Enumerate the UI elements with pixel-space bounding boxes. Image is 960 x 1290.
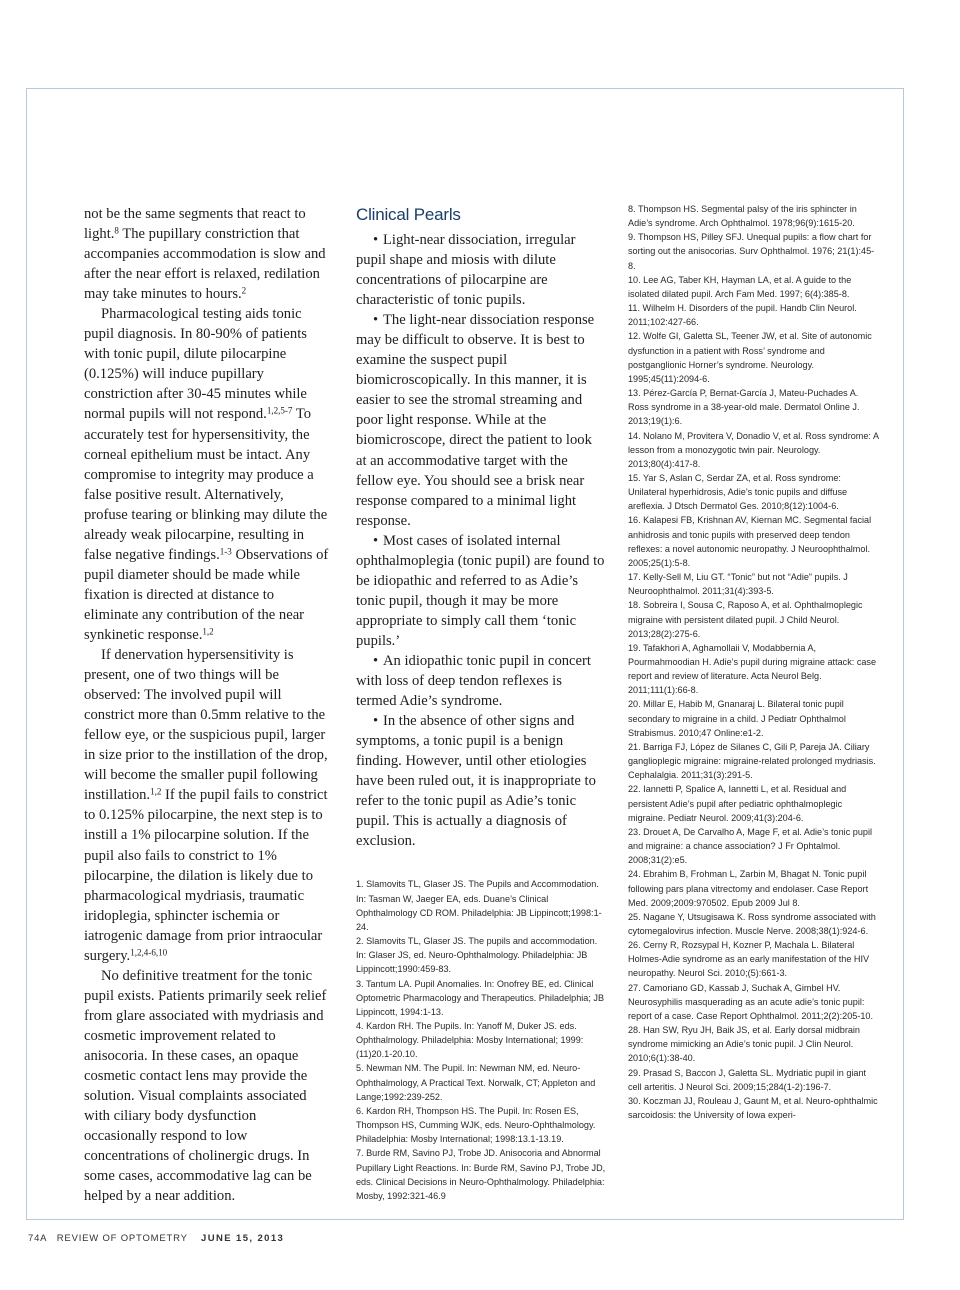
body-paragraph xyxy=(84,966,330,1207)
clinical-pearl-text: The light-near dissociation response may be difficult to observe. It is best to examine the suspect pupil biomicroscopically. In this manner, it is easier to see the stromal streaming and poor light response. While at the biomicroscope, direct the patient to look at an accommodative target with the fellow eye. You should see a brisk near response compared to a minimal light response. xyxy=(356,312,595,529)
reference-item: 17. Kelly-Sell M, Liu GT. “Tonic” but not “Adie” pupils. J Neuroophthalmol. 2011;31(4):393-5. xyxy=(628,572,848,597)
reference-item: 11. Wilhelm H. Disorders of the pupil. Handb Clin Neurol. 2011;102:427-66. xyxy=(628,303,857,328)
references-list-2 xyxy=(628,202,880,1122)
reference-item: 21. Barriga FJ, López de Silanes C, Gili P, Pareja JA. Ciliary ganglioplegic migraine: migraine-related prolonged mydriasis. Cephalalgia. 2011;31(3):291-5. xyxy=(628,741,876,781)
clinical-pearl-text: Light-near dissociation, irregular pupil shape and miosis with dilute concentrations of pilocarpine are characteristic of tonic pupils. xyxy=(356,232,576,309)
citation-superscript: 1,2,4-6,10 xyxy=(130,947,168,958)
citation-superscript: 1,2 xyxy=(150,786,162,797)
page-number: 74A xyxy=(28,1233,48,1244)
clinical-pearls-column xyxy=(356,204,606,1203)
clinical-pearl-text: In the absence of other signs and symptoms, a tonic pupil is a benign finding. However, until other etiologies have been ruled out, it is inappropriate to refer to the tonic pupil as Adie’s tonic pupil. This is actually a diagnosis of exclusion. xyxy=(356,713,596,850)
reference-item: 2. Slamovits TL, Glaser JS. The pupils and accommodation. In: Glaser JS, ed. Neuro-Ophthalmology. Philadelphia: JB Lippincott;1990:459-83. xyxy=(356,936,598,975)
body-text: If denervation hypersensitivity is present, one of two things will be observed: The involved pupil will constrict more than 0.5mm relative to the fellow eye, or the suspicious pupil, larger in size prior to the instillation of the drop, will become the smaller pupil following instillation. xyxy=(84,647,328,804)
reference-item: 1. Slamovits TL, Glaser JS. The Pupils and Accommodation. In: Tasman W, Jaeger EA, eds. Duane’s Clinical Ophthalmology CD ROM. Philadelphia: JB Lippincott;1998:1-24. xyxy=(356,879,602,932)
reference-item: 22. Iannetti P, Spalice A, Iannetti L, et al. Residual and persistent Adie’s pupil after pediatric ophthalmoplegic migraine. Pediatr Neurol. 2009;41(3):204-6. xyxy=(628,784,847,823)
reference-item: 15. Yar S, Aslan C, Serdar ZA, et al. Ross syndrome: Unilateral hyperhidrosis, Adie’s tonic pupils and diffuse areflexia. J Dtsch Dermatol Ges. 2010;8(12):1004-6. xyxy=(628,472,848,512)
issue-date: JUNE 15, 2013 xyxy=(201,1233,285,1244)
body-text: If the pupil fails to constrict to 0.125% pilocarpine, the next step is to instill a 1% pilocarpine solution. If the pupil also fails to constrict to 1% pilocarpine, the dilation is likely due to pharmacological mydriasis, traumatic iridoplegia, sphincter ischemia or iatrogenic damage from prior intraocular surgery. xyxy=(84,787,328,964)
reference-item: 13. Pérez-García P, Bernat-García J, Mateu-Puchades A. Ross syndrome in a 38-year-old male. Dermatol Online J. 2013;19(1):6. xyxy=(628,388,860,427)
reference-item: 4. Kardon RH. The Pupils. In: Yanoff M, Duker JS. eds. Ophthalmology. Philadelphia: Mosby International; 1999:(11)20.1-20.10. xyxy=(356,1021,584,1060)
body-text: Observations of pupil diameter should be made while fixation is directed at distance to eliminate any contribution of the near synkinetic response. xyxy=(84,546,329,643)
body-text: The pupillary constriction that accompanies accommodation is slow and after the near effort is relaxed, redilation may take minutes to hours. xyxy=(84,226,326,303)
reference-item: 9. Thompson HS, Pilley SFJ. Unequal pupils: a flow chart for sorting out the anisocorias. Surv Ophthalmol. 1976; 21(1):45-8. xyxy=(628,232,875,271)
reference-item: 19. Tafakhori A, Aghamollaii V, Modabbernia A, Pourmahmoodian H. Adie’s pupil during migraine attack: case report and review of literature. Acta Neurol Belg. 2011;111(1):66-8. xyxy=(628,642,877,696)
body-paragraph xyxy=(84,204,330,304)
reference-item: 24. Ebrahim B, Frohman L, Zarbin M, Bhagat N. Tonic pupil following pars plana vitrectomy and endolaser. Case Report Med. 2009;2009:970502. Epub 2009 Jul 8. xyxy=(628,869,869,908)
clinical-pearl-text: An idiopathic tonic pupil in concert with loss of deep tendon reflexes is termed Adie’s syndrome. xyxy=(356,652,591,710)
bullet-icon: • xyxy=(373,713,379,730)
clinical-pearls-list xyxy=(356,230,606,851)
body-text: No definitive treatment for the tonic pupil exists. Patients primarily seek relief from glare associated with mydriasis and cosmetic improvement related to anisocoria. In these cases, an opaque cosmetic contact lens may provide the solution. Visual complaints associated with ciliary body dysfunction occasionally respond to low concentrations of cholinergic drugs. In some cases, accommodative lag can be helped by a near addition. xyxy=(84,967,327,1205)
body-paragraph xyxy=(84,304,330,645)
clinical-pearl-item xyxy=(356,531,606,651)
reference-item: 30. Koczman JJ, Rouleau J, Gaunt M, et al. Neuro-ophthalmic sarcoidosis: the University of Iowa experi- xyxy=(628,1095,878,1120)
reference-item: 10. Lee AG, Taber KH, Hayman LA, et al. A guide to the isolated dilated pupil. Arch Fam Med. 1997; 6(4):385-8. xyxy=(628,274,852,299)
body-text: not be the same segments that react to light. xyxy=(84,206,306,243)
reference-item: 3. Tantum LA. Pupil Anomalies. In: Onofrey BE, ed. Clinical Optometric Pharmacology and Therapeutics. Philadelphia; JB Lippincott, 1994:1-13. xyxy=(356,978,605,1017)
citation-superscript: 2 xyxy=(241,285,247,296)
clinical-pearl-item xyxy=(356,711,606,851)
reference-item: 27. Camoriano GD, Kassab J, Suchak A, Gimbel HV. Neurosyphilis masquerading as an acute adie’s tonic pupil: report of a case. Case Report Ophthalmol. 2011;2(2):205-10. xyxy=(628,982,873,1021)
reference-item: 29. Prasad S, Baccon J, Galetta SL. Mydriatic pupil in giant cell arteritis. J Neurol Sci. 2009;15;284(1-2):196-7. xyxy=(628,1067,867,1092)
reference-item: 23. Drouet A, De Carvalho A, Mage F, et al. Adie’s tonic pupil and migraine: a chance association? J Fr Ophtalmol. 2008;31(2):e5. xyxy=(628,826,872,866)
page-footer xyxy=(28,1233,284,1244)
bullet-icon: • xyxy=(373,312,379,329)
reference-item: 8. Thompson HS. Segmental palsy of the iris sphincter in Adie’s syndrome. Arch Ophthalmol. 1978;96(9):1615-20. xyxy=(628,204,857,229)
bullet-icon: • xyxy=(373,532,379,549)
reference-item: 28. Han SW, Ryu JH, Baik JS, et al. Early dorsal midbrain syndrome mimicking an Adie’s tonic pupil. J Clin Neurol. 2010;6(1):38-40. xyxy=(628,1025,860,1064)
reference-item: 20. Millar E, Habib M, Gnanaraj L. Bilateral tonic pupil secondary to migraine in a child. J Pediatr Ophthalmol Strabismus. 2010;47 Online:e1-2. xyxy=(628,699,846,738)
body-text-column xyxy=(84,204,330,1206)
clinical-pearl-text: Most cases of isolated internal ophthalmoplegia (tonic pupil) are found to be idiopathic and referred to as Adie’s tonic pupil, though it may be more appropriate to simply call them ‘tonic pupils.’ xyxy=(356,532,605,649)
reference-item: 18. Sobreira I, Sousa C, Raposo A, et al. Ophthalmoplegic migraine with persistent dilated pupil. J Child Neurol. 2013;28(2):275-6. xyxy=(628,600,863,639)
body-text: Pharmacological testing aids tonic pupil diagnosis. In 80-90% of patients with tonic pupil, dilute pilocarpine (0.125%) will induce pupillary constriction after 30-45 minutes while normal pupils will not respond. xyxy=(84,306,307,423)
reference-item: 26. Cerny R, Rozsypal H, Kozner P, Machala L. Bilateral Holmes-Adie syndrome as an early manifestation of the HIV neuropathy. Neurol Sci. 2010;(5):661-3. xyxy=(628,940,870,979)
bullet-icon: • xyxy=(373,652,379,669)
clinical-pearls-title: Clinical Pearls xyxy=(356,205,461,224)
reference-item: 6. Kardon RH, Thompson HS. The Pupil. In: Rosen ES, Thompson HS, Cumming WJK, eds. Neuro-Ophthalmology. Philadelphia: Mosby International; 1998:13.1-13.19. xyxy=(356,1105,596,1145)
clinical-pearl-item xyxy=(356,651,606,711)
clinical-pearl-item xyxy=(356,230,606,310)
citation-superscript: 1,2,5-7 xyxy=(266,405,293,416)
body-paragraph xyxy=(84,645,330,966)
publication-name: REVIEW OF OPTOMETRY xyxy=(56,1233,188,1244)
reference-item: 12. Wolfe GI, Galetta SL, Teener JW, et al. Site of autonomic dysfunction in a patient with Ross’ syndrome and postganglionic Horner’s syndrome. Neurology. 1995;45(11):2094-6. xyxy=(628,331,872,384)
reference-item: 14. Nolano M, Provitera V, Donadio V, et al. Ross syndrome: A lesson from a monozygotic twin pair. Neurology. 2013;80(4):417-8. xyxy=(628,430,879,469)
reference-item: 7. Burde RM, Savino PJ, Trobe JD. Anisocoria and Abnormal Pupillary Light Reactions. In: Burde RM, Savino PJ, Trobe JD, eds. Clinical Decisions in Neuro-Ophthalmology. Philadelphia: Mosby, 1992:321-46.9 xyxy=(356,1148,606,1201)
reference-item: 5. Newman NM. The Pupil. In: Newman NM, ed. Neuro-Ophthalmology, A Practical Text. Norwalk, CT; Appleton and Lange;1992:239-252. xyxy=(356,1063,596,1102)
reference-item: 25. Nagane Y, Utsugisawa K. Ross syndrome associated with cytomegalovirus infection. Muscle Nerve. 2008;38(1):924-6. xyxy=(628,911,876,936)
citation-superscript: 1,2 xyxy=(202,626,214,637)
references-list-1 xyxy=(356,877,606,1203)
citation-superscript: 8 xyxy=(114,225,119,236)
clinical-pearl-item xyxy=(356,310,606,531)
bullet-icon: • xyxy=(373,232,379,248)
body-text: To accurately test for hypersensitivity, the corneal epithelium must be intact. Any compromise to integrity may produce a false positive result. Alternatively, profuse tearing or blinking may dilute the already weak pilocarpine, resulting in false negative findings. xyxy=(84,406,328,563)
reference-item: 16. Kalapesi FB, Krishnan AV, Kiernan MC. Segmental facial anhidrosis and tonic pupils with preserved deep tendon reflexes: a novel autonomic neuropathy. J Neuroophthalmol. 2005;25(1):5-8. xyxy=(628,515,872,568)
citation-superscript: 1-3 xyxy=(219,546,232,557)
